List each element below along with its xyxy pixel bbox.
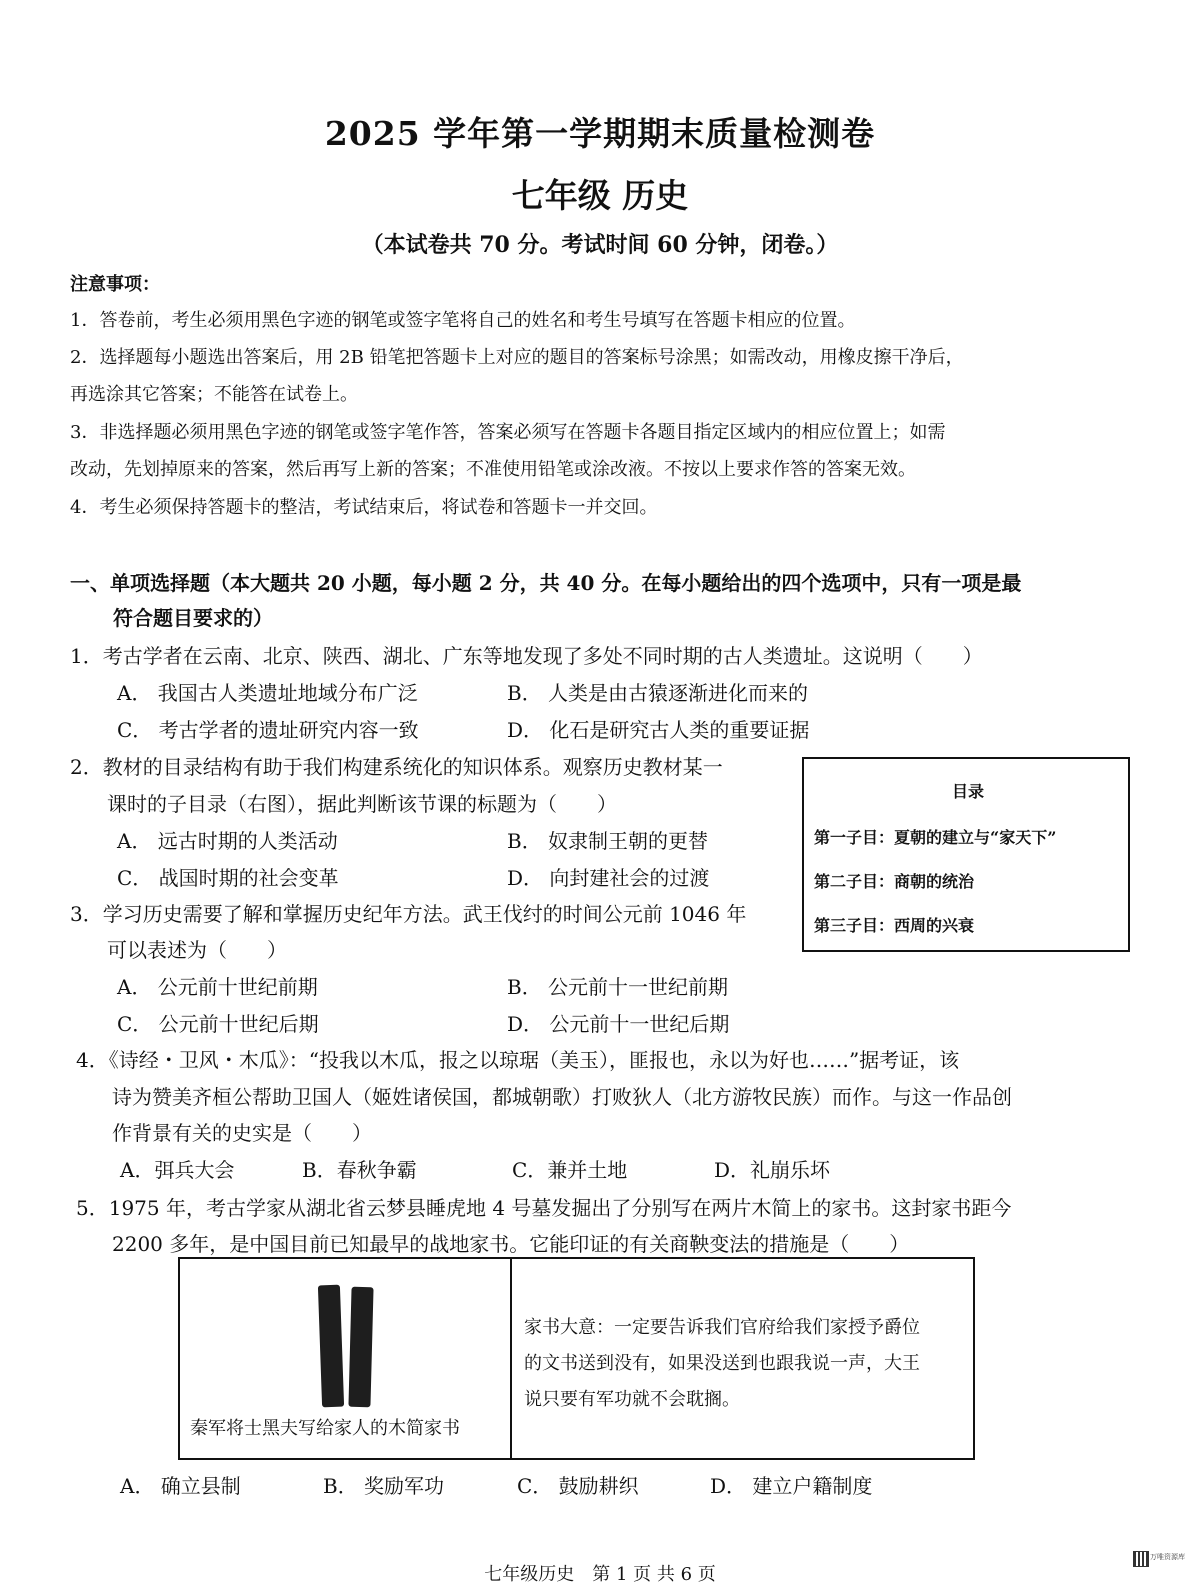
question-1-stem: 1．考古学者在云南、北京、陕西、湖北、广东等地发现了多处不同时期的古人类遗址。这说明（ ） xyxy=(70,644,983,668)
table-divider xyxy=(510,1259,512,1458)
question-2-option-c: C． 战国时期的社会变革 xyxy=(117,866,339,890)
notice-line-6: 4．考生必须保持答题卡的整洁，考试结束后，将试卷和答题卡一并交回。 xyxy=(70,497,658,518)
question-5-stem: 5．1975 年，考古学家从湖北省云梦县睡虎地 4 号墓发掘出了分别写在两片木简上的家书。这封家书距今 xyxy=(76,1196,1012,1220)
question-3-option-c: C． 公元前十世纪后期 xyxy=(117,1012,319,1036)
slip-caption: 秦军将士黑夫写给家人的木简家书 xyxy=(190,1418,460,1439)
bamboo-slip-right xyxy=(348,1287,373,1408)
qr-code-icon xyxy=(1133,1551,1149,1567)
question-4-stem: 4．《诗经・卫风・木瓜》：“投我以木瓜，报之以琼琚（美玉），匪报也，永以为好也……”据考证，该 xyxy=(76,1048,960,1072)
page-footer: 七年级历史 第 1 页 共 6 页 xyxy=(484,1564,716,1585)
question-3-stem: 3．学习历史需要了解和掌握历史纪年方法。武王伐纣的时间公元前 1046 年 xyxy=(70,902,747,926)
question-1-option-a: A． 我国古人类遗址地域分布广泛 xyxy=(117,681,418,705)
question-2-option-b: B． 奴隶制王朝的更替 xyxy=(507,829,709,853)
bamboo-slip-left xyxy=(318,1285,344,1408)
question-3-option-b: B． 公元前十一世纪前期 xyxy=(507,975,729,999)
toc-item-1: 第一子目：夏朝的建立与“家天下” xyxy=(814,828,1057,847)
exam-info: （本试卷共 70 分。考试时间 60 分钟，闭卷。） xyxy=(361,232,839,258)
question-3-option-d: D． 公元前十一世纪后期 xyxy=(507,1012,730,1036)
letter-text-line-3: 说只要有军功就不会耽搁。 xyxy=(524,1389,740,1410)
question-2-stem: 2．教材的目录结构有助于我们构建系统化的知识体系。观察历史教材某一 xyxy=(70,755,723,779)
notice-heading: 注意事项： xyxy=(70,274,160,295)
section-1-heading-cont: 符合题目要求的） xyxy=(113,606,273,630)
question-5-option-d: D． 建立户籍制度 xyxy=(710,1474,873,1498)
exam-title: 2025 学年第一学期期末质量检测卷 xyxy=(324,114,876,153)
question-1-option-c: C． 考古学者的遗址研究内容一致 xyxy=(117,718,419,742)
question-2-option-a: A． 远古时期的人类活动 xyxy=(117,829,338,853)
notice-line-3: 再选涂其它答案；不能答在试卷上。 xyxy=(70,384,358,405)
question-4-stem-cont-2: 作背景有关的史实是（ ） xyxy=(112,1121,372,1145)
notice-line-1: 1．答卷前，考生必须用黑色字迹的钢笔或签字笔将自己的姓名和考生号填写在答题卡相应的位置。 xyxy=(70,310,856,331)
question-1-option-b: B． 人类是由古猿逐渐进化而来的 xyxy=(507,681,809,705)
question-4-option-c: C．兼并土地 xyxy=(512,1158,628,1182)
question-5-option-a: A． 确立县制 xyxy=(120,1474,241,1498)
question-4-stem-cont-1: 诗为赞美齐桓公帮助卫国人（姬姓诸侯国，都城朝歌）打败狄人（北方游牧民族）而作。与这一作品创 xyxy=(112,1085,1012,1109)
notice-line-2: 2．选择题每小题选出答案后，用 2B 铅笔把答题卡上对应的题目的答案标号涂黑；如需改动，用橡皮擦干净后， xyxy=(70,347,964,368)
notice-line-4: 3．非选择题必须用黑色字迹的钢笔或签字笔作答，答案必须写在答题卡各题目指定区域内的相应位置上；如需 xyxy=(70,422,946,443)
watermark-text: 万唯资源库 xyxy=(1150,1553,1185,1561)
table-of-contents-box xyxy=(802,757,1130,952)
question-5-option-b: B． 奖励军功 xyxy=(323,1474,445,1498)
toc-item-2: 第二子目：商朝的统治 xyxy=(814,872,975,891)
family-letter-table xyxy=(178,1257,975,1460)
notice-line-5: 改动，先划掉原来的答案，然后再写上新的答案；不准使用铅笔或涂改液。不按以上要求作答的答案无效。 xyxy=(70,459,916,480)
exam-subject: 七年级 历史 xyxy=(511,176,689,215)
letter-text-line-2: 的文书送到没有，如果没送到也跟我说一声，大王 xyxy=(524,1353,920,1374)
letter-text-line-1: 家书大意：一定要告诉我们官府给我们家授予爵位 xyxy=(524,1317,920,1338)
section-1-heading: 一、单项选择题（本大题共 20 小题，每小题 2 分，共 40 分。在每小题给出的四个选项中，只有一项是最 xyxy=(70,571,1022,595)
question-3-option-a: A． 公元前十世纪前期 xyxy=(117,975,318,999)
question-4-option-b: B．春秋争霸 xyxy=(302,1158,417,1182)
question-4-option-d: D．礼崩乐坏 xyxy=(714,1158,831,1182)
question-3-stem-cont: 可以表述为（ ） xyxy=(107,938,287,962)
question-5-option-c: C． 鼓励耕织 xyxy=(517,1474,639,1498)
question-2-stem-cont: 课时的子目录（右图），据此判断该节课的标题为（ ） xyxy=(107,792,617,816)
question-2-option-d: D． 向封建社会的过渡 xyxy=(507,866,710,890)
question-5-stem-cont: 2200 多年，是中国目前已知最早的战地家书。它能印证的有关商鞅变法的措施是（ ） xyxy=(112,1232,910,1256)
question-4-option-a: A．弭兵大会 xyxy=(120,1158,235,1182)
toc-item-3: 第三子目：西周的兴衰 xyxy=(814,916,975,935)
question-1-option-d: D． 化石是研究古人类的重要证据 xyxy=(507,718,810,742)
toc-heading: 目录 xyxy=(952,782,985,801)
